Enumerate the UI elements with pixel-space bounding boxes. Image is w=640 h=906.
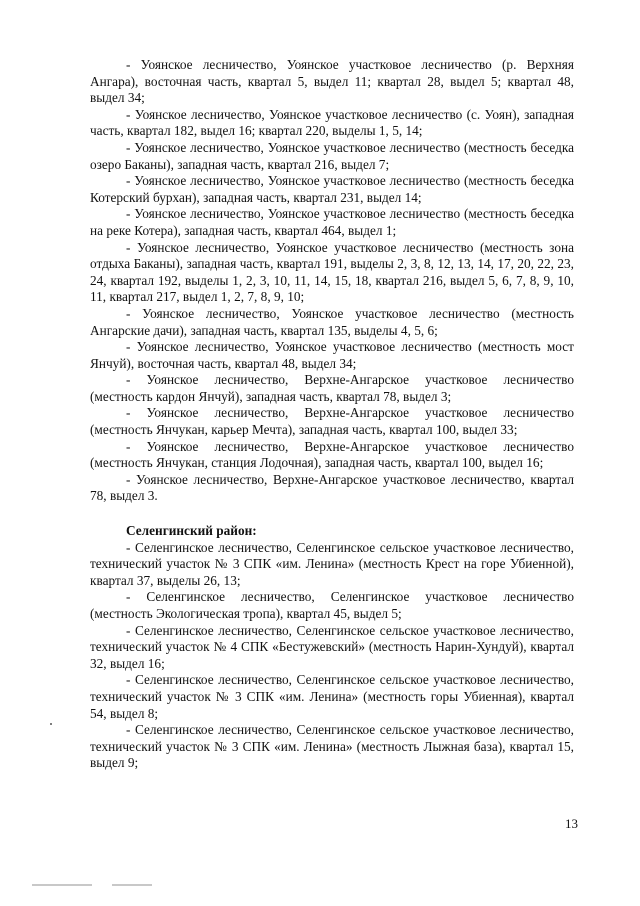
list-item: - Селенгинское лесничество, Селенгинское участковое лесничество (местность Экологическая тропа), квартал 45, выдел 5;	[90, 589, 574, 621]
section-spacer	[90, 505, 574, 523]
list-item: - Уоянское лесничество, Уоянское участковое лесничество (с. Уоян), западная часть, квартал 182, выдел 16; квартал 220, выделы 1, 5, 14;	[90, 106, 574, 139]
list-item: - Уоянское лесничество, Уоянское участковое лесничество (местность мост Янчуй), восточная часть, квартал 48, выдел 34;	[90, 339, 574, 371]
scan-speck	[50, 723, 52, 725]
list-item: - Уоянское лесничество, Уоянское участковое лесничество (местность Ангарские дачи), западная часть, квартал 135, выделы 4, 5, 6;	[90, 305, 574, 338]
list-item: - Уоянское лесничество, Верхне-Ангарское участковое лесничество (местность Янчукан, карьер Мечта), западная часть, квартал 100, выдел 33;	[90, 405, 574, 438]
list-item: - Селенгинское лесничество, Селенгинское сельское участковое лесничество, технический участок № 3 СПК «им. Ленина» (местность горы Убиенная), квартал 54, выдел 8;	[90, 672, 574, 721]
document-body	[90, 57, 574, 772]
list-item: - Уоянское лесничество, Верхне-Ангарское участковое лесничество (местность Янчукан, станция Лодочная), западная часть, квартал 100, выдел 16;	[90, 438, 574, 471]
scan-edge-mark	[112, 884, 152, 886]
list-item: - Селенгинское лесничество, Селенгинское сельское участковое лесничество, технический участок № 4 СПК «Бестужевский» (местность Нарин-Хундуй), квартал 32, выдел 16;	[90, 622, 574, 671]
section-heading: Селенгинский район:	[126, 523, 257, 539]
list-item: - Уоянское лесничество, Верхне-Ангарское участковое лесничество (местность кардон Янчуй), западная часть, квартал 78, выдел 3;	[90, 372, 574, 404]
list-item: - Уоянское лесничество, Уоянское участковое лесничество (местность беседка озеро Баканы), западная часть, квартал 216, выдел 7;	[90, 139, 574, 172]
list-item: - Уоянское лесничество, Уоянское участковое лесничество (местность беседка на реке Котера), западная часть, квартал 464, выдел 1;	[90, 206, 574, 238]
list-item: - Селенгинское лесничество, Селенгинское сельское участковое лесничество, технический участок № 3 СПК «им. Ленина» (местность Крест на горе Убиенной), квартал 37, выделы 26, 13;	[90, 539, 574, 588]
list-item: - Уоянское лесничество, Верхне-Ангарское участковое лесничество, квартал 78, выдел 3.	[90, 471, 574, 504]
list-item: - Селенгинское лесничество, Селенгинское сельское участковое лесничество, технический участок № 3 СПК «им. Ленина» (местность Лыжная база), квартал 15, выдел 9;	[90, 722, 574, 771]
list-item: - Уоянское лесничество, Уоянское участковое лесничество (местность беседка Котерский бурхан), западная часть, квартал 231, выдел 14;	[90, 173, 574, 205]
scan-edge-mark	[32, 884, 92, 886]
page-number: 13	[565, 816, 578, 831]
list-item: - Уоянское лесничество, Уоянское участковое лесничество (местность зона отдыха Баканы), западная часть, квартал 191, выделы 2, 3, 8, 12, 13, 14, 17, 20, 22, 23, 24, квартал 192, выделы 1, 2, 3, 10, 11, 14, 15, 18, квартал 216, выдел 5, 6, 7, 8, 9, 10, 11, квартал 217, выдел 1, 2, 7, 8, 9, 10;	[90, 239, 574, 305]
list-item: - Уоянское лесничество, Уоянское участковое лесничество (р. Верхняя Ангара), восточная часть, квартал 5, выдел 11; квартал 28, выдел 5; квартал 48, выдел 34;	[90, 57, 574, 106]
